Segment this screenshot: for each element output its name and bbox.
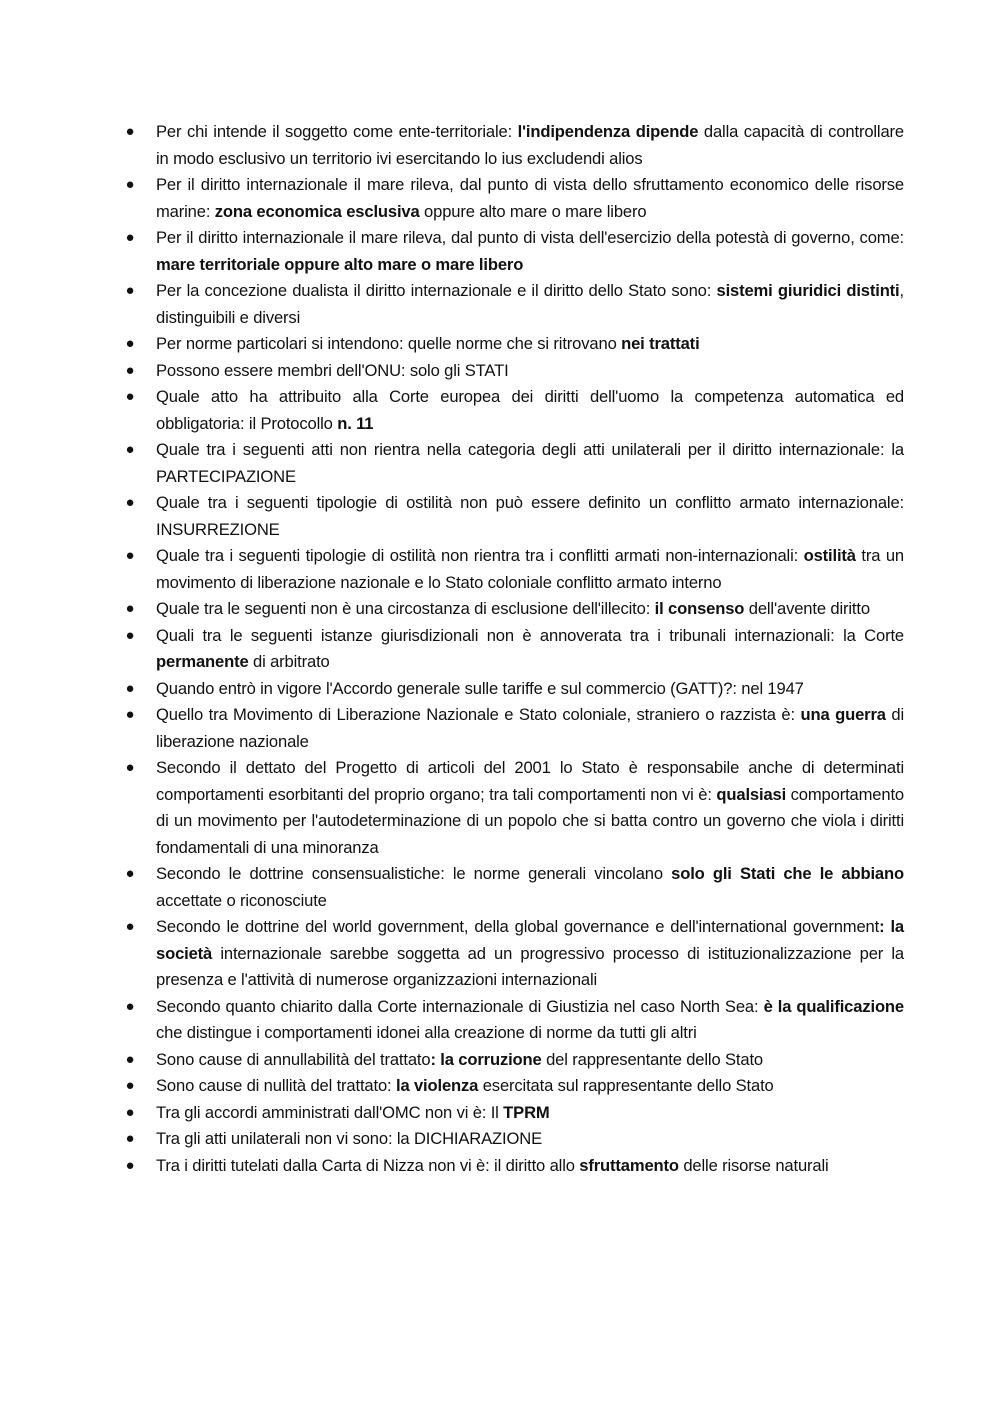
text-segment: dell'avente diritto bbox=[744, 599, 870, 618]
text-segment: Quali tra le seguenti istanze giurisdizionali non è annoverata tra i tribunali internazionali: la Corte bbox=[156, 625, 904, 645]
item-text bbox=[156, 997, 904, 1043]
item-text bbox=[156, 122, 904, 168]
text-segment: Tra gli atti unilaterali non vi sono: la DICHIARAZIONE bbox=[156, 1129, 542, 1148]
list-item bbox=[125, 437, 904, 490]
text-segment: Quale tra le seguenti non è una circostanza di esclusione dell'illecito: bbox=[156, 599, 655, 618]
bullet-icon: ● bbox=[125, 1156, 135, 1174]
bullet-icon: ● bbox=[125, 679, 135, 697]
bullet-icon: ● bbox=[125, 759, 135, 776]
text-segment: internazionale sarebbe soggetta ad un progressivo processo di istituzionalizzazione per la presenza e l'attività di numerose organizzazioni internazionali bbox=[156, 943, 904, 989]
item-text bbox=[156, 599, 870, 618]
text-segment: oppure alto mare o mare libero bbox=[419, 201, 647, 221]
item-text bbox=[156, 546, 904, 592]
item-text bbox=[156, 361, 509, 380]
list-item bbox=[125, 543, 904, 596]
text-segment: Per norme particolari si intendono: quelle norme che si ritrovano bbox=[156, 334, 622, 353]
text-segment: tra un movimento di liberazione nazionale e lo Stato coloniale conflitto armato interno bbox=[156, 546, 904, 592]
item-text bbox=[156, 1050, 763, 1069]
item-text bbox=[156, 334, 700, 353]
text-segment: Secondo le dottrine del world government, della global governance e dell'international government bbox=[156, 917, 880, 936]
item-text bbox=[156, 493, 904, 539]
item-text bbox=[156, 1076, 774, 1095]
list-item bbox=[125, 1073, 904, 1100]
text-segment: di liberazione nazionale bbox=[156, 705, 904, 751]
item-text bbox=[156, 175, 904, 221]
list-item bbox=[125, 994, 905, 1047]
bullet-icon: ● bbox=[125, 626, 135, 644]
list-item bbox=[125, 676, 904, 703]
bullet-list bbox=[125, 119, 905, 1179]
item-text bbox=[156, 864, 904, 910]
list-item bbox=[125, 1047, 904, 1074]
text-segment: dalla capacità di controllare in modo esclusivo un territorio ivi esercitando lo ius excludendi alios bbox=[156, 122, 905, 168]
text-segment: Secondo il dettato del Progetto di articoli del 2001 lo Stato è responsabile anche di determinati comportamenti esorbitanti del proprio organo; tra tali comportamenti non vi è: bbox=[156, 758, 904, 804]
bullet-icon: ● bbox=[125, 1077, 135, 1094]
text-segment: Tra i diritti tutelati dalla Carta di Nizza non vi è: il diritto allo bbox=[156, 1155, 580, 1175]
list-item bbox=[125, 384, 904, 437]
bold-text: il consenso bbox=[654, 599, 745, 618]
bullet-icon: ● bbox=[125, 335, 135, 352]
bullet-icon: ● bbox=[125, 918, 135, 935]
bold-text: una guerra bbox=[800, 705, 886, 724]
bullet-icon: ● bbox=[125, 706, 135, 723]
text-segment: Tra gli accordi amministrati dall'OMC non vi è: Il bbox=[156, 1102, 504, 1122]
text-segment: Per chi intende il soggetto come ente-territoriale: bbox=[156, 122, 518, 141]
list-item bbox=[125, 358, 904, 385]
list-item bbox=[125, 331, 904, 358]
bullet-icon: ● bbox=[125, 282, 135, 299]
text-segment: Secondo le dottrine consensualistiche: le norme generali vincolano bbox=[156, 864, 672, 883]
text-segment: delle risorse naturali bbox=[678, 1155, 829, 1175]
text-segment: Quale tra i seguenti atti non rientra nella categoria degli atti unilaterali per il diritto internazionale: la PARTECIPAZIONE bbox=[156, 440, 904, 486]
bullet-icon: ● bbox=[125, 123, 135, 140]
item-text bbox=[156, 1129, 542, 1148]
text-segment: Per il diritto internazionale il mare rileva, dal punto di vista dello sfruttamento economico delle risorse marine: bbox=[156, 175, 904, 221]
text-segment: Quale tra i seguenti tipologie di ostilità non può essere definito un conflitto armato internazionale: INSURREZIONE bbox=[156, 493, 904, 539]
list-item bbox=[125, 490, 904, 543]
item-text bbox=[156, 228, 904, 274]
list-item bbox=[125, 702, 904, 755]
text-segment: comportamento di un movimento per l'autodeterminazione di un popolo che si batta contro un governo che viola i diritti fondamentali di una minoranza bbox=[156, 784, 904, 857]
bold-text: sfruttamento bbox=[579, 1155, 679, 1175]
text-segment: Per il diritto internazionale il mare rileva, dal punto di vista dell'esercizio della potestà di governo, come: bbox=[156, 228, 904, 247]
bold-text: permanente bbox=[156, 652, 249, 671]
bold-text: qualsiasi bbox=[716, 784, 787, 804]
text-segment: di arbitrato bbox=[248, 652, 330, 671]
item-text bbox=[156, 440, 904, 486]
bold-text: : la corruzione bbox=[430, 1049, 542, 1069]
bold-text: n. 11 bbox=[337, 413, 374, 433]
item-text bbox=[156, 387, 904, 433]
item-text bbox=[156, 917, 904, 989]
text-segment: che distingue i comportamenti idonei alla creazione di norme da tutti gli altri bbox=[156, 1023, 697, 1042]
text-segment: Quale tra i seguenti tipologie di ostilità non rientra tra i conflitti armati non-internazionali: bbox=[156, 546, 804, 565]
list-item bbox=[125, 278, 904, 331]
item-text bbox=[156, 758, 904, 857]
bullet-icon: ● bbox=[125, 229, 135, 246]
item-text bbox=[156, 281, 904, 327]
text-segment: , distinguibili e diversi bbox=[156, 281, 904, 327]
text-segment: Quale atto ha attribuito alla Corte europea dei diritti dell'uomo la competenza automatica ed obbligatoria: il Protocollo bbox=[156, 387, 904, 433]
bold-text: nei trattati bbox=[621, 334, 700, 353]
bold-text: l'indipendenza dipende bbox=[517, 122, 699, 141]
item-text bbox=[156, 626, 904, 672]
text-segment: accettate o riconosciute bbox=[156, 890, 327, 910]
list-item bbox=[125, 755, 904, 861]
list-item bbox=[125, 1153, 904, 1180]
text-segment: Sono cause di annullabilità del trattato bbox=[156, 1049, 431, 1069]
list-item bbox=[125, 119, 905, 172]
item-text bbox=[156, 705, 904, 751]
list-item bbox=[125, 1100, 904, 1127]
bullet-icon: ● bbox=[125, 600, 135, 617]
list-item bbox=[125, 914, 904, 994]
text-segment: Sono cause di nullità del trattato: bbox=[156, 1076, 396, 1095]
bullet-icon: ● bbox=[125, 547, 135, 564]
text-segment: Secondo quanto chiarito dalla Corte internazionale di Giustizia nel caso North Sea: bbox=[156, 996, 764, 1016]
text-segment: Possono essere membri dell'ONU: solo gli STATI bbox=[156, 360, 509, 380]
bold-text: è la qualificazione bbox=[763, 996, 905, 1016]
list-item bbox=[125, 861, 904, 914]
bullet-icon: ● bbox=[125, 1050, 135, 1068]
bullet-icon: ● bbox=[125, 361, 135, 379]
text-segment: esercitata sul rappresentante dello Stato bbox=[478, 1076, 774, 1095]
item-text bbox=[156, 1156, 829, 1175]
bold-text: solo gli Stati che le abbiano bbox=[671, 864, 904, 883]
bullet-icon: ● bbox=[125, 865, 135, 882]
bold-text: : la società bbox=[156, 917, 904, 963]
bold-text: mare territoriale oppure alto mare o mare libero bbox=[156, 254, 524, 274]
bullet-icon: ● bbox=[125, 1130, 135, 1147]
list-item bbox=[125, 225, 904, 278]
text-segment: Quando entrò in vigore l'Accordo generale sulle tariffe e sul commercio (GATT)?: nel 1947 bbox=[156, 678, 804, 698]
item-text bbox=[156, 1103, 550, 1122]
bold-text: ostilità bbox=[803, 546, 856, 565]
text-segment: Quello tra Movimento di Liberazione Nazionale e Stato coloniale, straniero o razzista è: bbox=[156, 705, 801, 724]
bold-text: sistemi giuridici distinti bbox=[716, 281, 900, 300]
bullet-icon: ● bbox=[125, 494, 135, 511]
text-segment: del rappresentante dello Stato bbox=[541, 1049, 763, 1069]
bold-text: zona economica esclusiva bbox=[214, 201, 420, 221]
text-segment: Per la concezione dualista il diritto internazionale e il diritto dello Stato sono: bbox=[156, 281, 717, 300]
list-item bbox=[125, 172, 904, 225]
bullet-icon: ● bbox=[125, 441, 135, 458]
bold-text: la violenza bbox=[395, 1076, 479, 1095]
bullet-icon: ● bbox=[125, 388, 135, 405]
bullet-icon: ● bbox=[125, 997, 135, 1015]
list-item bbox=[125, 623, 904, 676]
item-text bbox=[156, 679, 804, 698]
bullet-icon: ● bbox=[125, 176, 135, 193]
list-item bbox=[125, 1126, 904, 1153]
list-item bbox=[125, 596, 904, 623]
bullet-icon: ● bbox=[125, 1103, 135, 1121]
bold-text: TPRM bbox=[503, 1102, 550, 1122]
